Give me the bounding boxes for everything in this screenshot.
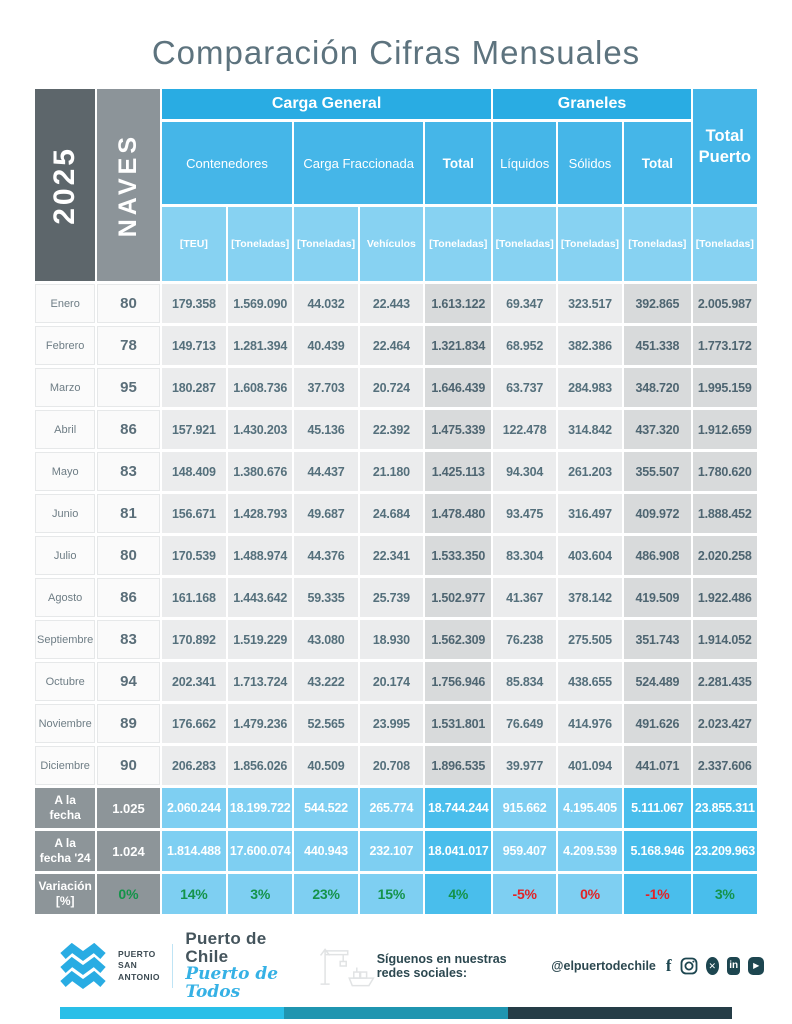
summary-cell: 440.943	[294, 831, 357, 871]
unit-vehiculos: Vehículos	[360, 207, 423, 281]
social-text: Síguenos en nuestras redes sociales:	[376, 952, 507, 980]
summary-cell: 2.060.244	[162, 788, 226, 828]
data-cell: 2.337.606	[693, 746, 757, 785]
data-cell: 49.687	[294, 494, 357, 533]
month-label: Abril	[35, 410, 95, 449]
summary-cell: 959.407	[493, 831, 555, 871]
data-cell: 1.780.620	[693, 452, 757, 491]
summary-cell: 23%	[294, 874, 357, 914]
summary-label-line: A la	[54, 836, 76, 850]
data-cell: 275.505	[558, 620, 622, 659]
summary-label	[35, 788, 95, 828]
x-twitter-icon[interactable]: ✕	[706, 957, 719, 975]
naves-value: 89	[97, 704, 159, 743]
logo-line: ANTONIO	[118, 971, 160, 982]
summary-label-line: fecha '24	[39, 851, 91, 865]
summary-cell: 3%	[693, 874, 757, 914]
summary-row-a-la-fecha	[35, 788, 757, 828]
data-cell: 22.341	[360, 536, 423, 575]
data-cell: 202.341	[162, 662, 226, 701]
strip-segment-teal	[284, 1007, 508, 1019]
summary-label-line: [%]	[55, 894, 75, 908]
summary-cell: 232.107	[360, 831, 423, 871]
data-cell: 1.756.946	[425, 662, 491, 701]
data-cell: 1.613.122	[425, 284, 491, 323]
data-cell: 25.739	[360, 578, 423, 617]
summary-naves-value: 1.024	[97, 831, 159, 871]
data-cell: 409.972	[624, 494, 690, 533]
summary-cell: 18.041.017	[425, 831, 491, 871]
summary-cell: 23.209.963	[693, 831, 757, 871]
data-cell: 176.662	[162, 704, 226, 743]
month-row	[35, 704, 757, 743]
month-label: Junio	[35, 494, 95, 533]
summary-cell: 14%	[162, 874, 226, 914]
data-cell: 284.983	[558, 368, 622, 407]
data-cell: 93.475	[493, 494, 555, 533]
data-cell: 1.321.834	[425, 326, 491, 365]
data-cell: 1.380.676	[228, 452, 292, 491]
data-cell: 401.094	[558, 746, 622, 785]
naves-value: 83	[97, 620, 159, 659]
data-cell: 59.335	[294, 578, 357, 617]
unit-toneladas: [Toneladas]	[294, 207, 357, 281]
data-cell: 148.409	[162, 452, 226, 491]
data-cell: 2.005.987	[693, 284, 757, 323]
data-cell: 1.856.026	[228, 746, 292, 785]
month-label: Enero	[35, 284, 95, 323]
data-cell: 63.737	[493, 368, 555, 407]
naves-value: 86	[97, 410, 159, 449]
data-cell: 437.320	[624, 410, 690, 449]
summary-cell: 23.855.311	[693, 788, 757, 828]
month-row	[35, 410, 757, 449]
data-cell: 1.914.052	[693, 620, 757, 659]
social-handle[interactable]: @elpuertodechile	[551, 959, 656, 973]
data-cell: 41.367	[493, 578, 555, 617]
data-cell: 157.921	[162, 410, 226, 449]
unit-toneladas: [Toneladas]	[558, 207, 622, 281]
data-cell: 24.684	[360, 494, 423, 533]
naves-value: 94	[97, 662, 159, 701]
data-cell: 314.842	[558, 410, 622, 449]
logo-wordmark	[118, 949, 160, 983]
summary-cell: 4.195.405	[558, 788, 622, 828]
port-crane-ship-icon	[313, 938, 376, 994]
data-cell: 1.443.642	[228, 578, 292, 617]
data-cell: 21.180	[360, 452, 423, 491]
data-cell: 441.071	[624, 746, 690, 785]
group-total-puerto: Total Puerto	[693, 89, 757, 204]
month-label: Septiembre	[35, 620, 95, 659]
summary-cell: 4.209.539	[558, 831, 622, 871]
data-cell: 44.376	[294, 536, 357, 575]
subheader-liquidos: Líquidos	[493, 122, 555, 204]
strip-segment-light-blue	[60, 1007, 284, 1019]
naves-value: 95	[97, 368, 159, 407]
data-cell: 351.743	[624, 620, 690, 659]
data-cell: 22.443	[360, 284, 423, 323]
data-cell: 1.478.480	[425, 494, 491, 533]
summary-cell: 17.600.074	[228, 831, 292, 871]
data-cell: 1.569.090	[228, 284, 292, 323]
data-cell: 403.604	[558, 536, 622, 575]
data-cell: 1.425.113	[425, 452, 491, 491]
month-row	[35, 746, 757, 785]
data-cell: 1.502.977	[425, 578, 491, 617]
data-cell: 491.626	[624, 704, 690, 743]
summary-cell: 1.814.488	[162, 831, 226, 871]
data-cell: 23.995	[360, 704, 423, 743]
month-label: Diciembre	[35, 746, 95, 785]
data-cell: 355.507	[624, 452, 690, 491]
group-carga-general: Carga General	[162, 89, 492, 119]
month-row	[35, 284, 757, 323]
data-cell: 1.533.350	[425, 536, 491, 575]
data-cell: 1.922.486	[693, 578, 757, 617]
data-cell: 414.976	[558, 704, 622, 743]
puerto-san-antonio-waves-icon	[60, 943, 106, 989]
naves-cell	[97, 89, 159, 281]
naves-value: 81	[97, 494, 159, 533]
page-title: Comparación Cifras Mensuales	[151, 34, 641, 71]
data-cell: 1.519.229	[228, 620, 292, 659]
data-cell: 1.428.793	[228, 494, 292, 533]
month-row	[35, 536, 757, 575]
data-cell: 43.080	[294, 620, 357, 659]
youtube-icon[interactable]: ▶	[748, 957, 764, 975]
naves-label: NAVES	[114, 132, 142, 238]
data-cell: 40.509	[294, 746, 357, 785]
year-cell	[35, 89, 95, 281]
summary-cell: 544.522	[294, 788, 357, 828]
data-cell: 20.174	[360, 662, 423, 701]
group-graneles: Graneles	[493, 89, 690, 119]
data-cell: 161.168	[162, 578, 226, 617]
data-cell: 1.995.159	[693, 368, 757, 407]
summary-naves-value: 0%	[97, 874, 159, 914]
data-cell: 316.497	[558, 494, 622, 533]
summary-cell: -5%	[493, 874, 555, 914]
summary-cell: 5.168.946	[624, 831, 690, 871]
data-cell: 43.222	[294, 662, 357, 701]
summary-label	[35, 831, 95, 871]
naves-value: 83	[97, 452, 159, 491]
data-cell: 1.562.309	[425, 620, 491, 659]
month-row	[35, 368, 757, 407]
data-cell: 52.565	[294, 704, 357, 743]
data-cell: 1.479.236	[228, 704, 292, 743]
data-cell: 68.952	[493, 326, 555, 365]
logo-line: SAN	[118, 960, 138, 971]
data-cell: 348.720	[624, 368, 690, 407]
data-cell: 76.649	[493, 704, 555, 743]
summary-label-line: fecha	[49, 808, 81, 822]
unit-toneladas: [Toneladas]	[493, 207, 555, 281]
summary-cell: 265.774	[360, 788, 423, 828]
table-body	[35, 284, 757, 914]
brand-names	[185, 930, 301, 1001]
data-cell: 1.475.339	[425, 410, 491, 449]
brand-title: Puerto de Chile	[185, 929, 267, 967]
table-header	[35, 89, 757, 281]
summary-cell: 5.111.067	[624, 788, 690, 828]
summary-row-variacion	[35, 874, 757, 914]
summary-cell: 0%	[558, 874, 622, 914]
data-cell: 438.655	[558, 662, 622, 701]
data-cell: 1.773.172	[693, 326, 757, 365]
month-label: Julio	[35, 536, 95, 575]
data-cell: 149.713	[162, 326, 226, 365]
footer-color-strip	[60, 1007, 732, 1019]
data-cell: 156.671	[162, 494, 226, 533]
summary-label-line: A la	[54, 793, 76, 807]
summary-cell: 4%	[425, 874, 491, 914]
data-cell: 18.930	[360, 620, 423, 659]
unit-teu: [TEU]	[162, 207, 226, 281]
monthly-comparison-table	[33, 86, 759, 917]
summary-cell: 15%	[360, 874, 423, 914]
summary-cell: 3%	[228, 874, 292, 914]
data-cell: 378.142	[558, 578, 622, 617]
month-label: Noviembre	[35, 704, 95, 743]
data-cell: 382.386	[558, 326, 622, 365]
data-cell: 261.203	[558, 452, 622, 491]
month-label: Marzo	[35, 368, 95, 407]
data-cell: 1.713.724	[228, 662, 292, 701]
data-cell: 206.283	[162, 746, 226, 785]
instagram-icon[interactable]	[680, 957, 698, 975]
data-cell: 1.912.659	[693, 410, 757, 449]
summary-cell: 915.662	[493, 788, 555, 828]
naves-value: 78	[97, 326, 159, 365]
summary-row-a-la-fecha-24	[35, 831, 757, 871]
data-cell: 419.509	[624, 578, 690, 617]
data-cell: 39.977	[493, 746, 555, 785]
unit-toneladas: [Toneladas]	[425, 207, 491, 281]
month-row	[35, 326, 757, 365]
linkedin-icon[interactable]: in	[727, 957, 740, 975]
summary-cell: 18.199.722	[228, 788, 292, 828]
unit-toneladas: [Toneladas]	[228, 207, 292, 281]
data-cell: 1.896.535	[425, 746, 491, 785]
year-label: 2025	[48, 145, 82, 225]
month-row	[35, 578, 757, 617]
data-cell: 44.032	[294, 284, 357, 323]
summary-cell: 18.744.244	[425, 788, 491, 828]
data-cell: 1.646.439	[425, 368, 491, 407]
naves-value: 86	[97, 578, 159, 617]
data-cell: 1.430.203	[228, 410, 292, 449]
naves-value: 90	[97, 746, 159, 785]
naves-value: 80	[97, 536, 159, 575]
strip-segment-dark	[508, 1007, 732, 1019]
data-cell: 170.539	[162, 536, 226, 575]
summary-label-line: Variación	[38, 879, 92, 893]
month-row	[35, 452, 757, 491]
data-cell: 179.358	[162, 284, 226, 323]
subheader-total-cg: Total	[425, 122, 491, 204]
data-cell: 40.439	[294, 326, 357, 365]
data-cell: 22.392	[360, 410, 423, 449]
brand-block	[60, 930, 377, 1001]
month-label: Febrero	[35, 326, 95, 365]
data-cell: 85.834	[493, 662, 555, 701]
month-label: Agosto	[35, 578, 95, 617]
footer	[60, 930, 764, 1002]
data-cell: 180.287	[162, 368, 226, 407]
month-label: Mayo	[35, 452, 95, 491]
data-cell: 524.489	[624, 662, 690, 701]
data-cell: 2.281.435	[693, 662, 757, 701]
data-cell: 486.908	[624, 536, 690, 575]
data-cell: 1.608.736	[228, 368, 292, 407]
month-row	[35, 662, 757, 701]
data-cell: 170.892	[162, 620, 226, 659]
data-cell: 20.708	[360, 746, 423, 785]
data-cell: 323.517	[558, 284, 622, 323]
data-cell: 122.478	[493, 410, 555, 449]
brand-slogan: Puerto de Todos	[185, 964, 279, 1002]
data-cell: 1.888.452	[693, 494, 757, 533]
brand-divider	[172, 944, 174, 988]
month-row	[35, 494, 757, 533]
data-cell: 1.281.394	[228, 326, 292, 365]
facebook-icon[interactable]: f	[665, 956, 672, 975]
subheader-contenedores: Contenedores	[162, 122, 293, 204]
summary-cell: -1%	[624, 874, 690, 914]
naves-value: 80	[97, 284, 159, 323]
data-cell: 69.347	[493, 284, 555, 323]
month-row	[35, 620, 757, 659]
subheader-solidos: Sólidos	[558, 122, 622, 204]
subheader-carga-fraccionada: Carga Fraccionada	[294, 122, 423, 204]
unit-toneladas: [Toneladas]	[693, 207, 757, 281]
data-cell: 44.437	[294, 452, 357, 491]
summary-label	[35, 874, 95, 914]
data-cell: 83.304	[493, 536, 555, 575]
data-cell: 45.136	[294, 410, 357, 449]
data-cell: 1.531.801	[425, 704, 491, 743]
summary-naves-value: 1.025	[97, 788, 159, 828]
data-cell: 76.238	[493, 620, 555, 659]
data-cell: 20.724	[360, 368, 423, 407]
data-cell: 392.865	[624, 284, 690, 323]
data-cell: 22.464	[360, 326, 423, 365]
month-label: Octubre	[35, 662, 95, 701]
subheader-total-graneles: Total	[624, 122, 690, 204]
data-cell: 1.488.974	[228, 536, 292, 575]
data-cell: 94.304	[493, 452, 555, 491]
social-block	[377, 952, 764, 980]
data-cell: 2.023.427	[693, 704, 757, 743]
data-cell: 451.338	[624, 326, 690, 365]
data-cell: 37.703	[294, 368, 357, 407]
logo-line: PUERTO	[118, 948, 156, 959]
data-cell: 2.020.258	[693, 536, 757, 575]
unit-toneladas: [Toneladas]	[624, 207, 690, 281]
